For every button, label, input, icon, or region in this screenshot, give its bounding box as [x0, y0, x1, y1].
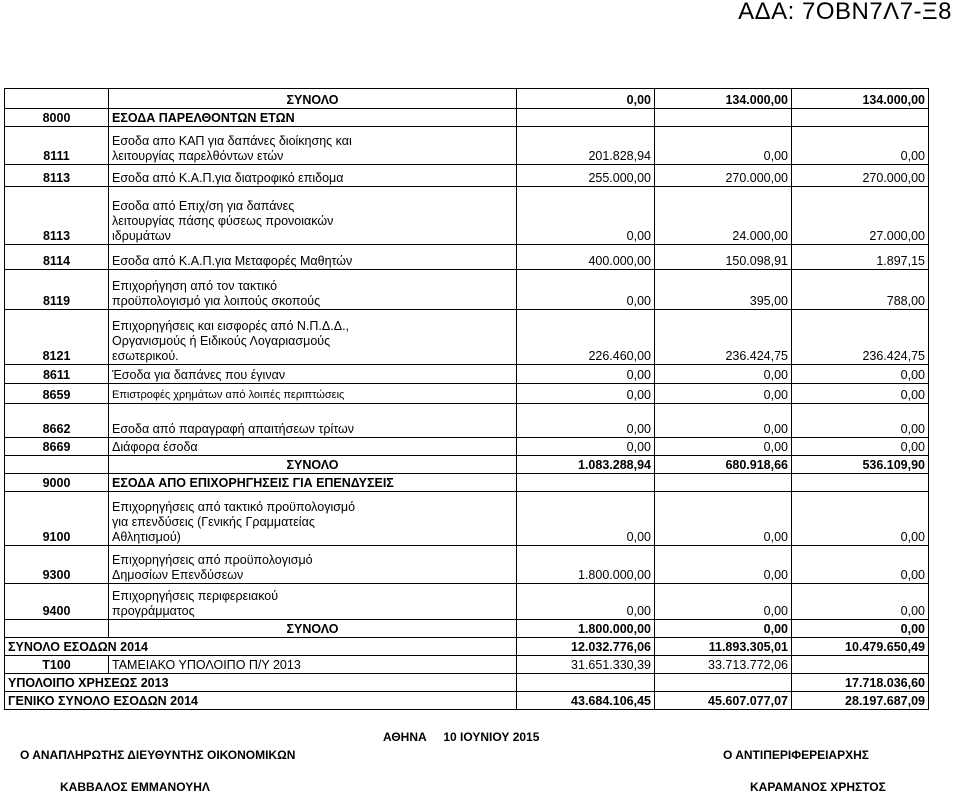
value-c: 28.197.687,09	[792, 692, 929, 710]
value-b: 270.000,00	[655, 165, 792, 187]
table-row	[5, 584, 929, 620]
value-b: 0,00	[655, 584, 792, 620]
section-title: ΕΣΟΔΑ ΠΑΡΕΛΘΟΝΤΩΝ ΕΤΩΝ	[109, 109, 517, 127]
value-a: 31.651.330,39	[517, 656, 655, 674]
right-signatory-title: Ο ΑΝΤΙΠΕΡΙΦΕΡΕΙΑΡΧΗΣ	[723, 748, 869, 762]
row-desc-line: Εσοδα από Επιχ/ση για δαπάνες	[112, 199, 295, 213]
row-desc: Εσοδα από παραγραφή απαιτήσεων τρίτων	[109, 404, 517, 438]
value-a: 201.828,94	[517, 127, 655, 165]
value-b: 33.713.772,06	[655, 656, 792, 674]
value-c: 0,00	[792, 127, 929, 165]
section-title: ΕΣΟΔΑ ΑΠΟ ΕΠΙΧΟΡΗΓΗΣΕΙΣ ΓΙΑ ΕΠΕΝΔΥΣΕΙΣ	[109, 474, 517, 492]
value-a: 0,00	[517, 365, 655, 384]
value-b: 24.000,00	[655, 187, 792, 245]
row-desc-line: Οργανισμούς ή Ειδικούς Λογαριασμούς	[112, 334, 331, 348]
value-c: 788,00	[792, 270, 929, 310]
row-desc-line: Επιχορηγήσεις από προϋπολογισμό	[112, 553, 313, 567]
table-row	[5, 365, 929, 384]
row-desc-line: λειτουργίας παρελθόντων ετών	[112, 149, 284, 163]
table-row	[5, 109, 929, 127]
row-code: 8662	[5, 404, 109, 438]
value-a: 0,00	[517, 270, 655, 310]
left-signatory-title: Ο ΑΝΑΠΛΗΡΩΤΗΣ ΔΙΕΥΘΥΝΤΗΣ ΟΙΚΟΝΟΜΙΚΩΝ	[20, 748, 296, 762]
total-label: ΣΥΝΟΛΟ	[109, 456, 517, 474]
value-c: 0,00	[792, 384, 929, 404]
table-row	[5, 165, 929, 187]
value-a: 0,00	[517, 584, 655, 620]
row-desc-line: λειτουργίας πάσης φύσεως προνοιακών	[112, 214, 334, 228]
row-desc: Έσοδα για δαπάνες που έγιναν	[109, 365, 517, 384]
table-row	[5, 474, 929, 492]
row-desc: ΤΑΜΕΙΑΚΟ ΥΠΟΛΟΙΠΟ Π/Υ 2013	[109, 656, 517, 674]
place-date: ΑΘΗΝΑ 10 ΙΟΥΝΙΟΥ 2015	[383, 730, 540, 744]
right-signatory-name: ΚΑΡΑΜΑΝΟΣ ΧΡΗΣΤΟΣ	[750, 780, 886, 794]
table-row	[5, 546, 929, 584]
row-desc	[109, 546, 517, 584]
row-desc-line: προϋπολογισμό για λοιπούς σκοπούς	[112, 294, 321, 308]
row-code: 9400	[5, 584, 109, 620]
table-row	[5, 492, 929, 546]
row-code: 8114	[5, 245, 109, 270]
value-b: 0,00	[655, 404, 792, 438]
row-desc-line: ιδρυμάτων	[112, 229, 171, 243]
row-code: 8113	[5, 165, 109, 187]
value-a: 12.032.776,06	[517, 638, 655, 656]
value-c: 0,00	[792, 438, 929, 456]
value-b: 134.000,00	[655, 89, 792, 109]
value-a: 255.000,00	[517, 165, 655, 187]
value-b: 45.607.077,07	[655, 692, 792, 710]
value-a: 1.800.000,00	[517, 620, 655, 638]
value-a: 0,00	[517, 89, 655, 109]
value-a: 400.000,00	[517, 245, 655, 270]
value-c: 0,00	[792, 584, 929, 620]
value-b: 0,00	[655, 127, 792, 165]
row-desc: Επιστροφές χρημάτων από λοιπές περιπτώσεις	[109, 384, 517, 404]
table-row	[5, 438, 929, 456]
budget-table	[4, 88, 929, 710]
value-b: 0,00	[655, 620, 792, 638]
row-desc-line: Επιχορηγήσεις και εισφορές από Ν.Π.Δ.Δ.,	[112, 319, 350, 333]
total-label: ΣΥΝΟΛΟ ΕΣΟΔΩΝ 2014	[5, 638, 517, 656]
row-desc	[109, 310, 517, 365]
row-code: 8669	[5, 438, 109, 456]
row-desc-line: εσωτερικού.	[112, 349, 179, 363]
total-label: ΓΕΝΙΚΟ ΣΥΝΟΛΟ ΕΣΟΔΩΝ 2014	[5, 692, 517, 710]
table-row	[5, 656, 929, 674]
row-code: 8119	[5, 270, 109, 310]
value-c: 270.000,00	[792, 165, 929, 187]
value-b: 236.424,75	[655, 310, 792, 365]
total-label: ΣΥΝΟΛΟ	[109, 620, 517, 638]
value-c: 0,00	[792, 546, 929, 584]
value-c: 134.000,00	[792, 89, 929, 109]
row-desc-line: Επιχορηγήσεις από τακτικό προϋπολογισμό	[112, 500, 356, 514]
row-code: 9000	[5, 474, 109, 492]
value-a: 0,00	[517, 404, 655, 438]
value-c: 1.897,15	[792, 245, 929, 270]
row-code: 9100	[5, 492, 109, 546]
value-b: 0,00	[655, 546, 792, 584]
table-row	[5, 270, 929, 310]
value-a: 0,00	[517, 438, 655, 456]
table-row	[5, 456, 929, 474]
total-label: ΥΠΟΛΟΙΠΟ ΧΡΗΣΕΩΣ 2013	[5, 674, 517, 692]
value-c: 0,00	[792, 492, 929, 546]
table-row	[5, 127, 929, 165]
value-a: 0,00	[517, 187, 655, 245]
row-code: 8611	[5, 365, 109, 384]
value-c: 0,00	[792, 404, 929, 438]
table-row	[5, 674, 929, 692]
value-b: 0,00	[655, 365, 792, 384]
row-desc-line: προγράμματος	[112, 604, 195, 618]
table-row	[5, 638, 929, 656]
value-b: 0,00	[655, 438, 792, 456]
row-code: 8659	[5, 384, 109, 404]
value-c: 0,00	[792, 620, 929, 638]
row-desc: Εσοδα από Κ.Α.Π.για Μεταφορές Μαθητών	[109, 245, 517, 270]
row-code: 8121	[5, 310, 109, 365]
value-a: 0,00	[517, 492, 655, 546]
table-row	[5, 310, 929, 365]
row-code: 8113	[5, 187, 109, 245]
row-code: Τ100	[5, 656, 109, 674]
value-c: 17.718.036,60	[792, 674, 929, 692]
value-b: 0,00	[655, 492, 792, 546]
table-row	[5, 692, 929, 710]
table-row	[5, 404, 929, 438]
table-row	[5, 245, 929, 270]
value-a: 1.083.288,94	[517, 456, 655, 474]
row-desc	[109, 187, 517, 245]
row-code: 8000	[5, 109, 109, 127]
ada-header: ΑΔΑ: 7ΟΒΝ7Λ7-Ξ8	[738, 0, 952, 25]
value-c: 27.000,00	[792, 187, 929, 245]
row-desc	[109, 127, 517, 165]
value-b: 680.918,66	[655, 456, 792, 474]
value-b: 11.893.305,01	[655, 638, 792, 656]
total-label: ΣΥΝΟΛΟ	[109, 89, 517, 109]
value-a: 226.460,00	[517, 310, 655, 365]
row-desc-line: Επιχορήγηση από τον τακτικό	[112, 279, 278, 293]
row-desc-line: Δημοσίων Επενδύσεων	[112, 568, 244, 582]
row-code: 9300	[5, 546, 109, 584]
value-a: 1.800.000,00	[517, 546, 655, 584]
value-c: 536.109,90	[792, 456, 929, 474]
row-desc	[109, 492, 517, 546]
row-code: 8111	[5, 127, 109, 165]
left-signatory-name: ΚΑΒΒΑΛΟΣ ΕΜΜΑΝΟΥΗΛ	[60, 780, 210, 794]
table-row	[5, 384, 929, 404]
value-b: 0,00	[655, 384, 792, 404]
value-c: 10.479.650,49	[792, 638, 929, 656]
table-row	[5, 620, 929, 638]
value-b: 150.098,91	[655, 245, 792, 270]
value-b: 395,00	[655, 270, 792, 310]
row-desc	[109, 270, 517, 310]
row-desc-line: Αθλητισμού)	[112, 530, 181, 544]
row-desc	[109, 584, 517, 620]
table-row	[5, 89, 929, 109]
value-a: 0,00	[517, 384, 655, 404]
row-desc-line: Εσοδα απο ΚΑΠ για δαπάνες διοίκησης και	[112, 134, 352, 148]
value-a: 43.684.106,45	[517, 692, 655, 710]
value-c: 236.424,75	[792, 310, 929, 365]
row-desc-line: για επενδύσεις (Γενικής Γραμματείας	[112, 515, 315, 529]
row-desc: Εσοδα από Κ.Α.Π.για διατροφικό επιδομα	[109, 165, 517, 187]
row-desc: Διάφορα έσοδα	[109, 438, 517, 456]
value-c: 0,00	[792, 365, 929, 384]
table-row	[5, 187, 929, 245]
row-desc-line: Επιχορηγήσεις περιφερειακού	[112, 589, 279, 603]
